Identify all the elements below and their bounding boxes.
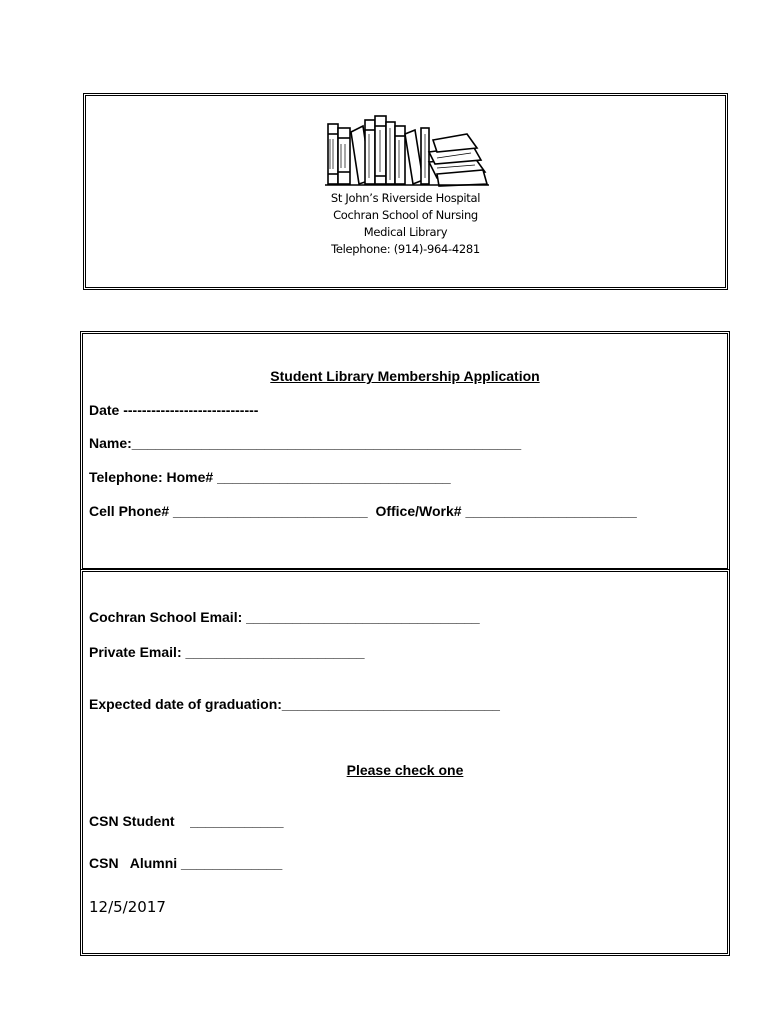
csn-student-option[interactable]: CSN Student ____________ [89, 813, 284, 829]
library-name: Medical Library [363, 225, 448, 239]
graduation-date-field[interactable]: Expected date of graduation:____________________________ [89, 696, 500, 712]
name-field[interactable]: Name:__________________________________________________ [89, 435, 522, 451]
school-email-field[interactable]: Cochran School Email: ______________________________ [89, 609, 480, 625]
form-revision-date: 12/5/2017 [89, 898, 166, 916]
private-email-field[interactable]: Private Email: _______________________ [89, 644, 365, 660]
form-title: Student Library Membership Application [270, 368, 540, 384]
applicant-info-box [80, 331, 730, 571]
csn-alumni-option[interactable]: CSN Alumni _____________ [89, 855, 283, 871]
hospital-name: St John’s Riverside Hospital [330, 191, 481, 205]
check-one-heading: Please check one [346, 762, 464, 778]
cell-office-phone-field[interactable]: Cell Phone# _________________________ Office/Work# ______________________ [89, 503, 637, 519]
library-info [84, 190, 727, 258]
library-telephone: Telephone: (914)-964-4281 [331, 242, 480, 256]
school-name: Cochran School of Nursing [333, 208, 478, 222]
home-telephone-field[interactable]: Telephone: Home# ______________________________ [89, 469, 451, 485]
header-box [83, 93, 728, 290]
date-field[interactable]: Date ----------------------------- [89, 402, 259, 418]
books-icon [325, 114, 490, 189]
